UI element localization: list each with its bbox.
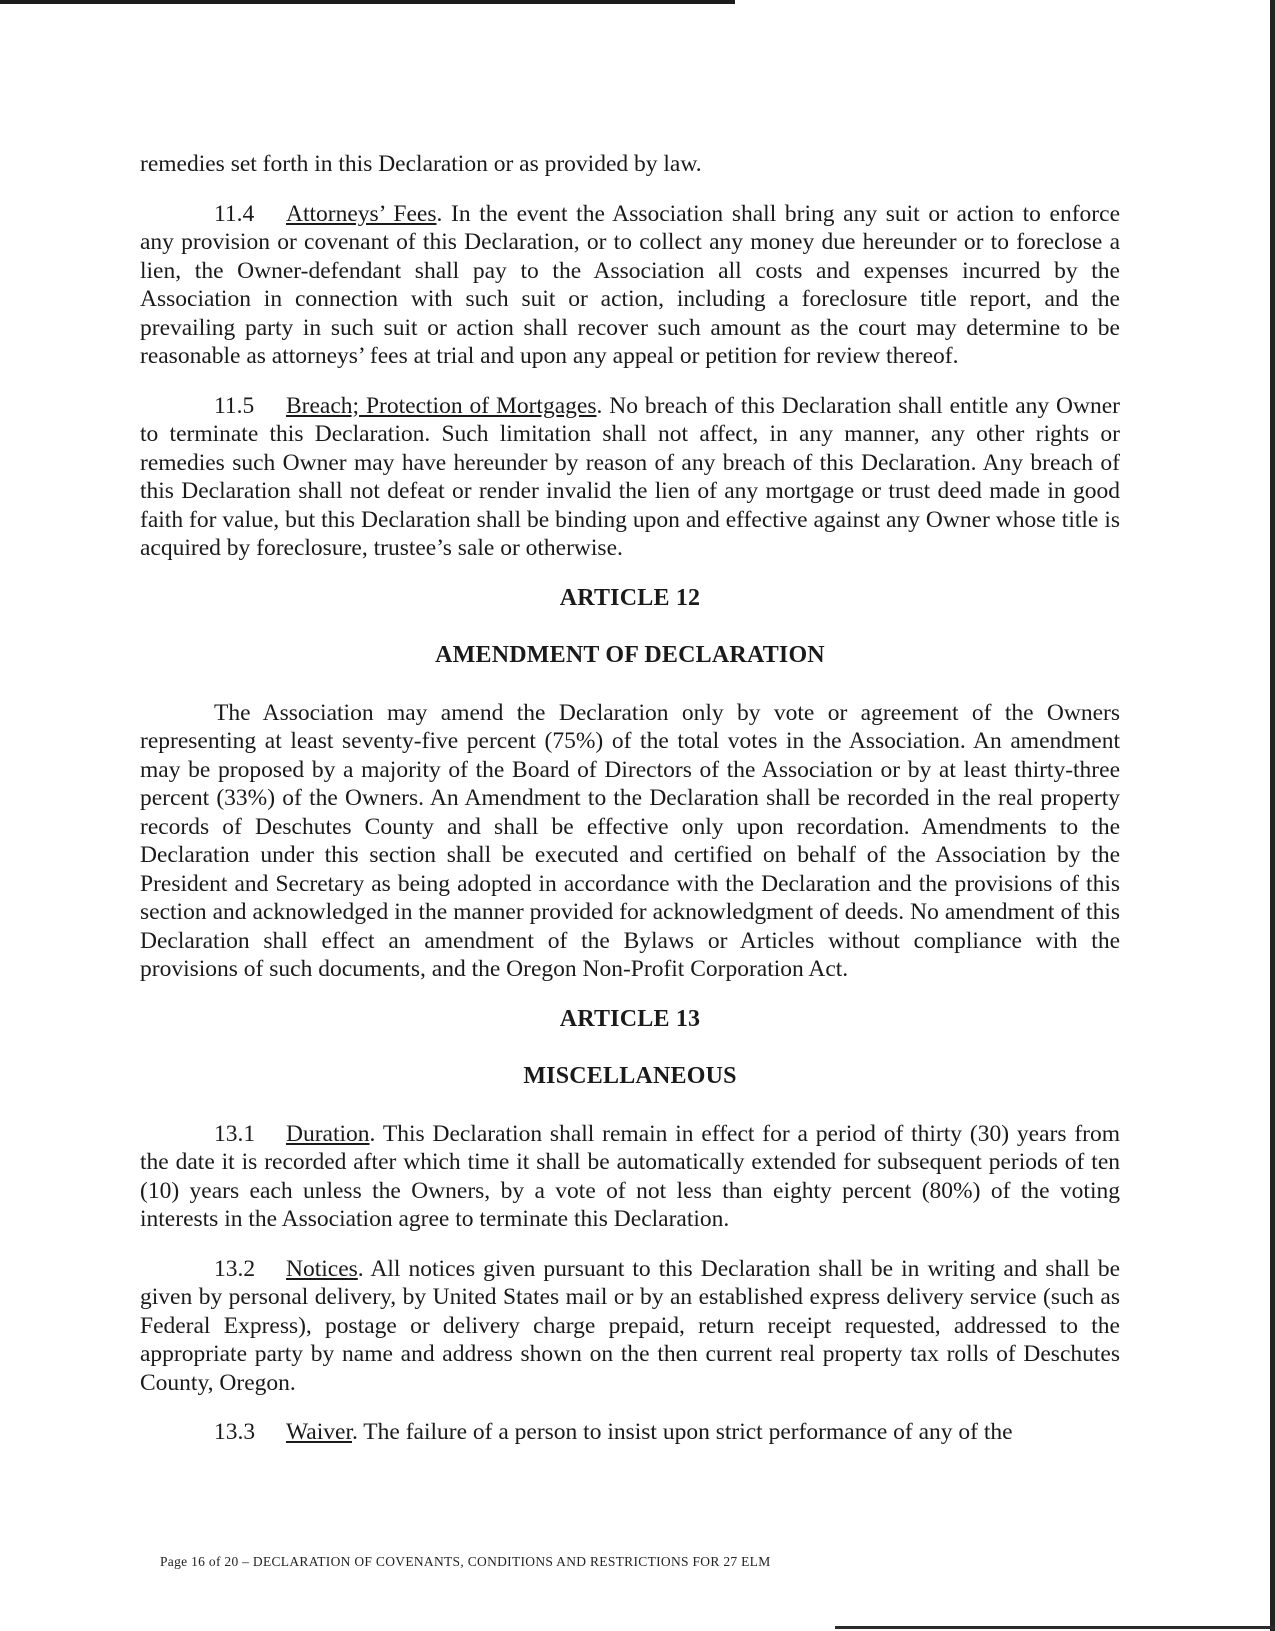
article-12-body: The Association may amend the Declaration only by vote or agreement of the Owners representing at least seventy-five percent (75%) of the total votes in the Association. An amendment may be proposed by a majority of the Board of Directors of the Association or by at least thirty-three percent (33%) of the Owners. An Amendment to the Declaration shall be recorded in the real property records of Deschutes County and shall be effective only upon recordation. Amendments to the Declaration under this section shall be executed and certified on behalf of the Association by the President and Secretary as being adopted in accordance with the Declaration and the provisions of this section and acknowledged in the manner provided for acknowledgment of deeds. No amendment of this Declaration shall effect an amendment of the Bylaws or Articles without compliance with the provisions of such documents, and the Oregon Non-Profit Corporation Act. [140, 699, 1120, 982]
section-title: Duration [286, 1120, 370, 1147]
section-13-2 [140, 1255, 1120, 1398]
section-number: 13.3 [214, 1419, 256, 1445]
section-title: Attorneys’ Fees [286, 200, 437, 227]
document-page [140, 150, 1120, 1468]
scan-bottom-edge [835, 1626, 1275, 1629]
opening-fragment: remedies set forth in this Declaration or as provided by law. [140, 151, 702, 177]
scan-top-edge [0, 0, 735, 4]
section-number: 13.1 [214, 1120, 256, 1147]
section-body: . No breach of this Declaration shall entitle any Owner to terminate this Declaration. Such limitation shall not affect, in any manner, any other rights or remedies such Owner may have hereunder by reason of any breach of this Declaration. Any breach of this Declaration shall not defeat or render invalid the lien of any mortgage or trust deed made in good faith for value, but this Declaration shall be binding upon and effective against any Owner whose title is acquired by foreclosure, trustee’s sale or otherwise. [140, 392, 1121, 561]
section-body: . The failure of a person to insist upon strict performance of any of the [351, 1419, 1013, 1445]
section-11-5 [140, 392, 1120, 563]
section-title: Waiver [286, 1419, 352, 1445]
section-number: 13.2 [214, 1255, 256, 1282]
section-number: 11.4 [214, 200, 255, 227]
section-11-4 [140, 200, 1120, 371]
section-body: . This Declaration shall remain in effect for a period of thirty (30) years from the date it is recorded after which time it shall be automatically extended for subsequent periods of ten (10) years each unless the Owners, by a vote of not less than eighty percent (80%) of the voting interests in the Association agree to terminate this Declaration. [140, 1120, 1120, 1232]
section-13-1 [140, 1120, 1120, 1234]
section-body: . All notices given pursuant to this Declaration shall be in writing and shall be given by personal delivery, by United States mail or by an established express delivery service (such as Federal Express), postage or delivery charge prepaid, return receipt requested, addressed to the appropriate party by name and address shown on the then current real property tax rolls of Deschutes County, Oregon. [140, 1255, 1120, 1396]
section-number: 11.5 [214, 392, 255, 419]
page-footer: Page 16 of 20 – DECLARATION OF COVENANTS, CONDITIONS AND RESTRICTIONS FOR 27 ELM [160, 1554, 771, 1569]
section-title: Breach; Protection of Mortgages [286, 392, 597, 419]
section-13-3 [140, 1418, 1120, 1447]
article-12-title: AMENDMENT OF DECLARATION [435, 642, 825, 668]
section-body: . In the event the Association shall bring any suit or action to enforce any provision or covenant of this Declaration, or to collect any money due hereunder or to foreclose a lien, the Owner-defendant shall pay to the Association all costs and expenses incurred by the Association in connection with such suit or action, including a foreclosure title report, and the prevailing party in such suit or action shall recover such amount as the court may determine to be reasonable as attorneys’ fees at trial and upon any appeal or petition for review thereof. [140, 200, 1120, 369]
article-13-label: ARTICLE 13 [559, 1005, 701, 1032]
scan-right-edge [1270, 0, 1275, 1631]
section-title: Notices [286, 1255, 358, 1282]
article-12-label: ARTICLE 12 [559, 584, 701, 611]
article-13-title: MISCELLANEOUS [523, 1063, 737, 1089]
